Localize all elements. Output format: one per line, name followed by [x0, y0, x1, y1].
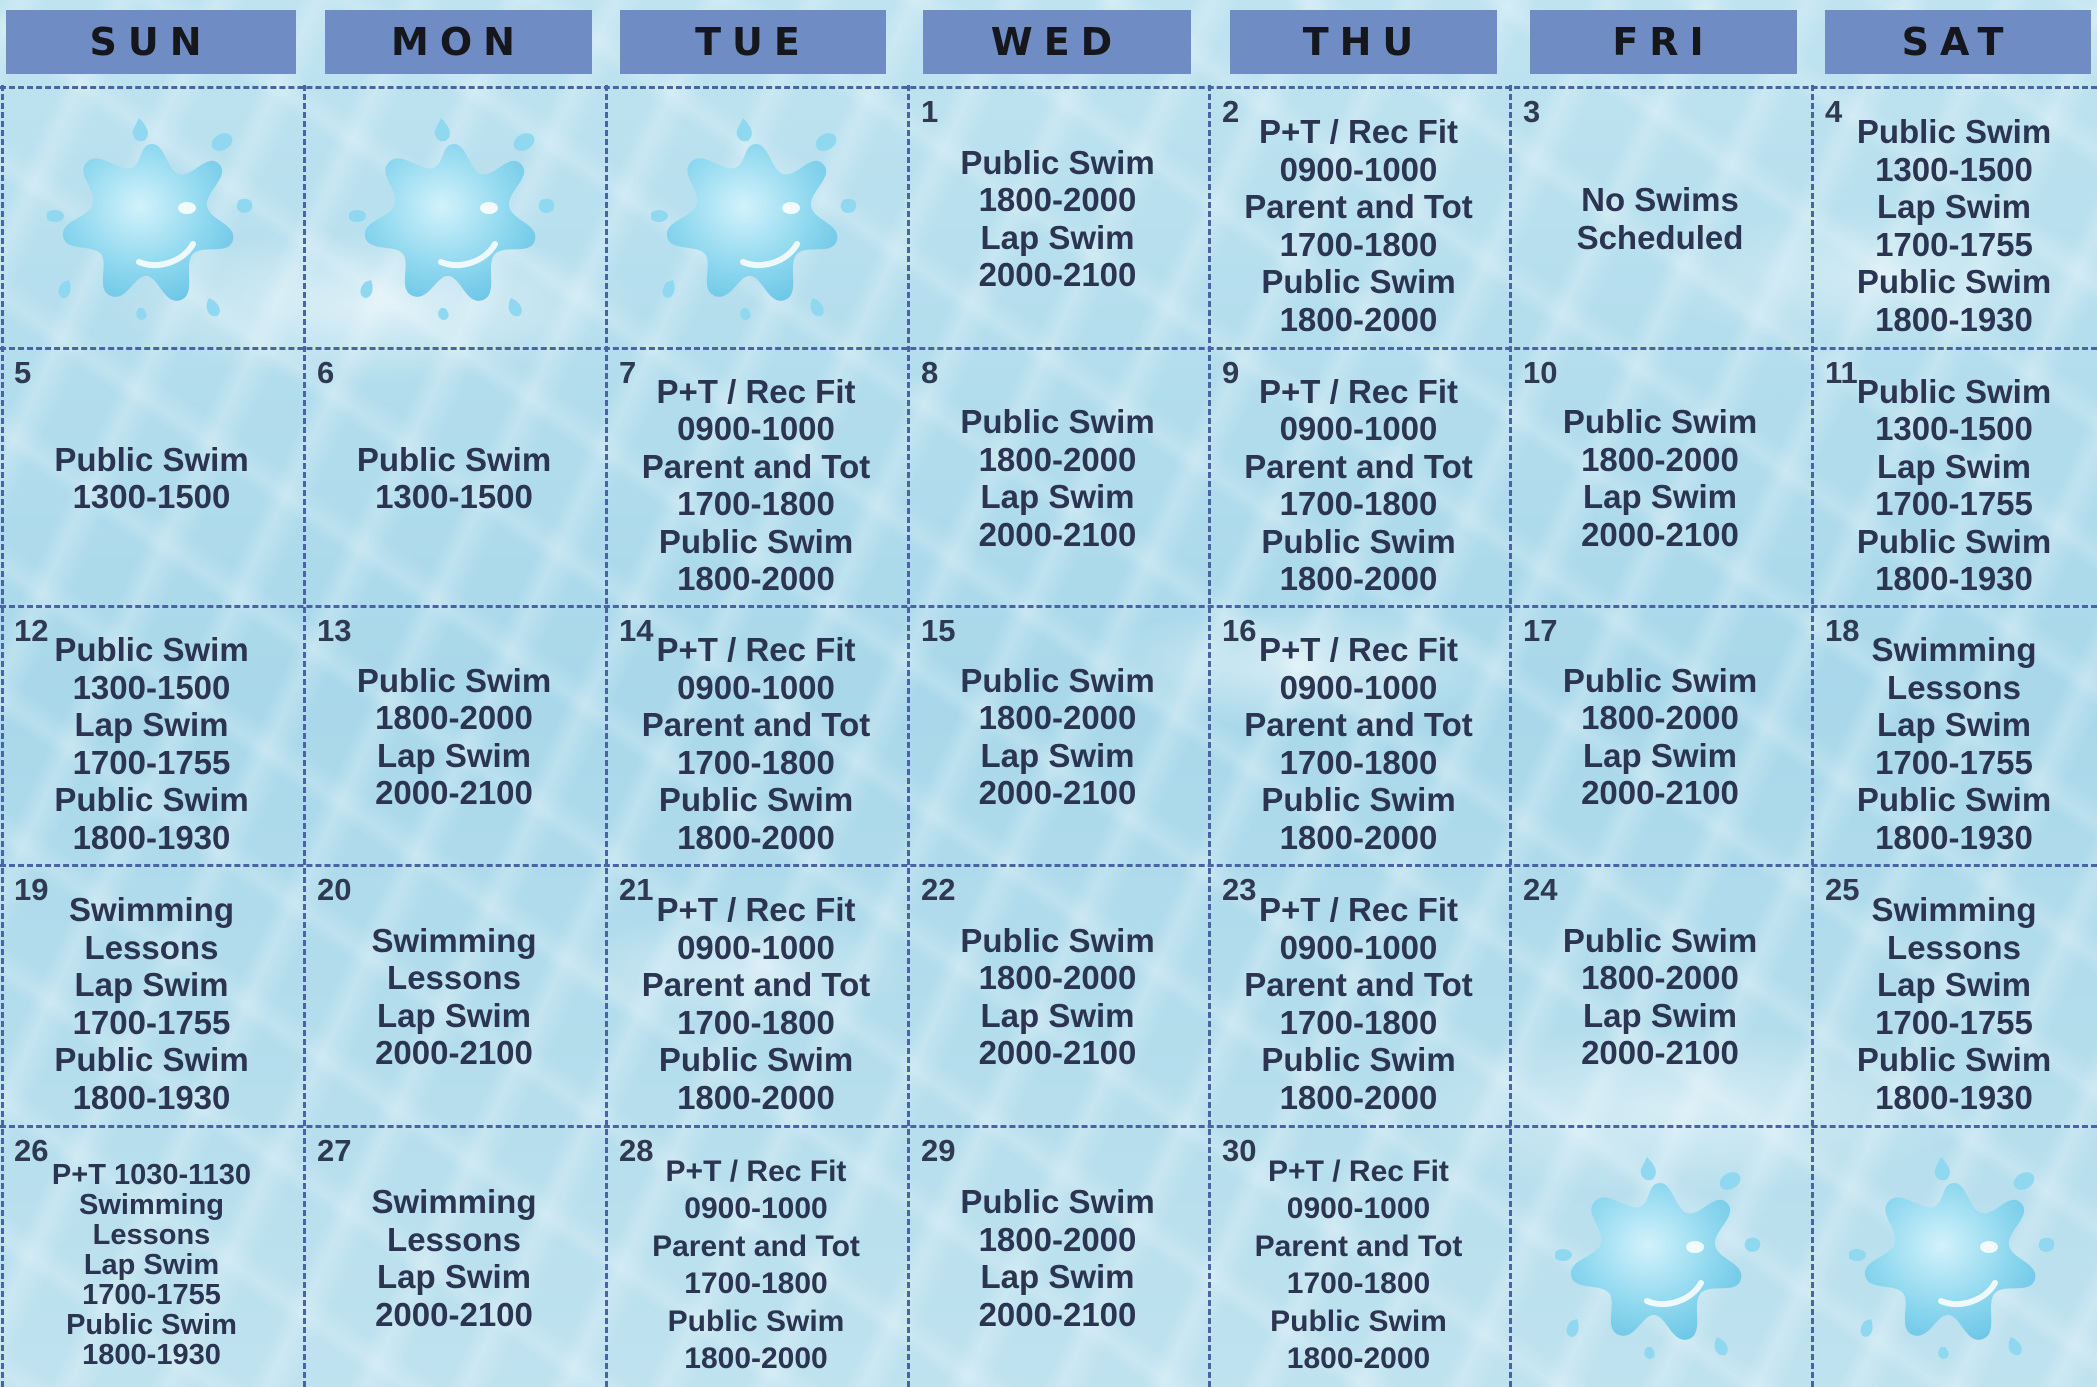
- schedule-line: Lap Swim: [980, 478, 1135, 515]
- day-schedule: [0, 864, 303, 1125]
- schedule-line: Swimming: [1871, 891, 2037, 928]
- schedule-line: 1700-1755: [72, 743, 231, 781]
- day-number: 26: [14, 1133, 49, 1168]
- schedule-line: Lessons: [387, 959, 521, 996]
- day-schedule: [605, 864, 907, 1125]
- day-schedule: [1208, 86, 1509, 347]
- day-schedule: [605, 605, 907, 864]
- schedule-line: 0900-1000: [1279, 410, 1438, 447]
- schedule-line: Public Swim: [1562, 403, 1758, 440]
- schedule-line: 1700-1800: [684, 1267, 828, 1300]
- schedule-line: 2000-2100: [375, 1295, 533, 1333]
- schedule-line: 1800-2000: [1279, 300, 1438, 338]
- weekday-header-thu: THU: [1230, 10, 1497, 74]
- weekday-header-mon: MON: [325, 10, 592, 74]
- day-schedule: [303, 864, 605, 1125]
- schedule-line: 1700-1800: [677, 485, 835, 522]
- schedule-line: 1300-1500: [1875, 150, 2033, 188]
- schedule-line: P+T / Rec Fit: [665, 1154, 847, 1188]
- day-number: 30: [1222, 1133, 1257, 1168]
- schedule-line: P+T / Rec Fit: [1259, 113, 1458, 150]
- schedule-line: 0900-1000: [684, 1192, 828, 1225]
- schedule-line: Lap Swim: [1582, 736, 1738, 774]
- empty-day-cell: [0, 86, 303, 347]
- schedule-line: 1800-2000: [1581, 699, 1739, 736]
- schedule-line: Public Swim: [960, 661, 1155, 699]
- schedule-line: Swimming: [1871, 631, 2037, 668]
- schedule-line: 1700-1800: [1279, 225, 1438, 263]
- schedule-line: Public Swim: [54, 1041, 249, 1078]
- day-cell-19: [0, 864, 303, 1125]
- day-cell-22: [907, 864, 1208, 1125]
- day-cell-29: [907, 1125, 1208, 1387]
- schedule-line: Public Swim: [1856, 372, 2052, 410]
- day-number: 15: [921, 613, 956, 648]
- schedule-line: No Swims: [1581, 181, 1739, 218]
- schedule-line: P+T / Rec Fit: [656, 372, 856, 410]
- schedule-line: 2000-2100: [1581, 1034, 1739, 1071]
- day-cell-26: [0, 1125, 303, 1387]
- water-splash-icon: [651, 112, 861, 322]
- day-number: 17: [1523, 613, 1558, 648]
- schedule-line: P+T / Rec Fit: [656, 631, 856, 668]
- schedule-line: 2000-2100: [978, 1034, 1137, 1071]
- day-schedule: [1509, 864, 1811, 1125]
- schedule-line: 1300-1500: [72, 478, 231, 515]
- day-number: 2: [1222, 94, 1240, 129]
- schedule-line: Public Swim: [1856, 263, 2052, 300]
- day-number: 11: [1825, 355, 1858, 390]
- schedule-line: Parent and Tot: [641, 966, 871, 1003]
- schedule-line: Public Swim: [1856, 1041, 2052, 1078]
- schedule-line: 1800-2000: [1286, 1342, 1431, 1375]
- schedule-line: Public Swim: [960, 143, 1155, 181]
- schedule-line: 1800-2000: [1581, 959, 1739, 996]
- schedule-line: 1700-1800: [677, 743, 835, 781]
- day-cell-2: [1208, 86, 1509, 347]
- empty-day-cell: [605, 86, 907, 347]
- schedule-line: Lap Swim: [1876, 188, 2032, 225]
- schedule-line: P+T / Rec Fit: [656, 891, 856, 928]
- schedule-line: Swimming: [371, 921, 537, 959]
- schedule-line: Lessons: [387, 1220, 521, 1258]
- day-number: 4: [1825, 94, 1843, 129]
- schedule-line: 1800-2000: [677, 1078, 835, 1116]
- schedule-line: 1800-1930: [1875, 560, 2033, 597]
- day-number: 29: [921, 1133, 956, 1168]
- schedule-line: Swimming: [371, 1183, 537, 1220]
- day-cell-16: [1208, 605, 1509, 864]
- day-schedule: [1509, 605, 1811, 864]
- weekday-header-sat: SAT: [1825, 10, 2091, 74]
- schedule-line: Lessons: [1887, 928, 2021, 966]
- day-cell-13: [303, 605, 605, 864]
- schedule-line: P+T 1030-1130: [51, 1159, 252, 1191]
- schedule-line: P+T / Rec Fit: [1259, 631, 1458, 668]
- schedule-line: 0900-1000: [677, 928, 835, 966]
- schedule-line: P+T / Rec Fit: [1259, 891, 1458, 928]
- day-schedule: [1208, 1125, 1509, 1387]
- day-number: 21: [619, 872, 654, 907]
- day-cell-21: [605, 864, 907, 1125]
- weekday-header-sun: SUN: [6, 10, 296, 74]
- schedule-line: 1700-1755: [72, 1003, 231, 1041]
- day-number: 12: [14, 613, 49, 648]
- schedule-line: Lessons: [92, 1219, 211, 1251]
- schedule-line: 0900-1000: [1279, 928, 1438, 966]
- day-number: 16: [1222, 613, 1257, 648]
- schedule-line: 1800-2000: [978, 440, 1137, 478]
- schedule-line: 1800-2000: [1581, 440, 1739, 478]
- day-cell-28: [605, 1125, 907, 1387]
- schedule-line: Public Swim: [1562, 921, 1758, 959]
- schedule-line: Public Swim: [66, 1309, 237, 1341]
- schedule-line: Public Swim: [1261, 1041, 1456, 1078]
- schedule-line: Lap Swim: [376, 1258, 532, 1295]
- empty-day-cell: [1509, 1125, 1811, 1387]
- day-schedule: [1811, 86, 2097, 347]
- day-schedule: [303, 605, 605, 864]
- schedule-line: Lap Swim: [980, 1258, 1135, 1295]
- schedule-line: 1800-2000: [684, 1342, 828, 1375]
- schedule-line: Public Swim: [960, 1183, 1155, 1220]
- schedule-line: 1700-1800: [677, 1003, 835, 1041]
- schedule-line: 1300-1500: [72, 668, 231, 706]
- schedule-line: Swimming: [78, 1189, 224, 1221]
- schedule-line: 1800-2000: [978, 959, 1137, 996]
- day-schedule: [907, 86, 1208, 347]
- schedule-line: Public Swim: [54, 781, 249, 818]
- day-number: 24: [1523, 872, 1558, 907]
- day-number: 22: [921, 872, 956, 907]
- day-number: 18: [1825, 613, 1860, 648]
- day-cell-30: [1208, 1125, 1509, 1387]
- day-cell-3: [1509, 86, 1811, 347]
- water-splash-icon: [47, 112, 257, 322]
- empty-day-cell: [303, 86, 605, 347]
- day-number: 19: [14, 872, 49, 907]
- schedule-line: Lap Swim: [376, 996, 532, 1034]
- day-schedule: [907, 1125, 1208, 1387]
- day-schedule: [605, 347, 907, 605]
- schedule-line: Lap Swim: [1876, 447, 2032, 485]
- schedule-line: 1700-1800: [1279, 743, 1438, 781]
- schedule-line: 1700-1755: [82, 1279, 221, 1311]
- schedule-line: P+T / Rec Fit: [1268, 1154, 1449, 1188]
- day-number: 10: [1523, 355, 1558, 390]
- schedule-line: Public Swim: [1261, 522, 1456, 560]
- schedule-line: 1800-2000: [375, 699, 533, 736]
- schedule-line: 1800-2000: [1279, 560, 1438, 597]
- schedule-line: Lap Swim: [74, 706, 229, 743]
- schedule-line: Swimming: [68, 891, 235, 928]
- schedule-line: 1700-1800: [1286, 1267, 1431, 1300]
- day-cell-4: [1811, 86, 2097, 347]
- schedule-line: 1700-1800: [1279, 1003, 1438, 1041]
- day-number: 7: [619, 355, 637, 390]
- day-schedule: [1208, 605, 1509, 864]
- day-number: 20: [317, 872, 352, 907]
- day-schedule: [303, 347, 605, 605]
- day-cell-14: [605, 605, 907, 864]
- day-number: 28: [619, 1133, 654, 1168]
- schedule-line: Public Swim: [667, 1304, 845, 1338]
- schedule-line: 1800-1930: [1875, 818, 2033, 856]
- weekday-header-fri: FRI: [1530, 10, 1797, 74]
- day-cell-18: [1811, 605, 2097, 864]
- schedule-line: Lap Swim: [980, 218, 1135, 256]
- schedule-line: Public Swim: [356, 440, 552, 478]
- water-splash-icon: [349, 112, 559, 322]
- schedule-line: Public Swim: [658, 1041, 854, 1078]
- day-schedule: [1208, 347, 1509, 605]
- empty-day-cell: [1811, 1125, 2097, 1387]
- day-cell-24: [1509, 864, 1811, 1125]
- schedule-line: 2000-2100: [978, 774, 1137, 811]
- day-cell-12: [0, 605, 303, 864]
- schedule-line: 1700-1755: [1875, 1003, 2033, 1041]
- schedule-line: 1800-2000: [978, 699, 1137, 736]
- day-schedule: [907, 605, 1208, 864]
- schedule-line: Parent and Tot: [652, 1229, 860, 1263]
- schedule-line: 1700-1755: [1875, 743, 2033, 781]
- schedule-line: Parent and Tot: [1254, 1229, 1463, 1263]
- schedule-line: Lap Swim: [376, 736, 532, 774]
- schedule-line: 0900-1000: [1279, 150, 1438, 188]
- schedule-line: Public Swim: [356, 661, 552, 699]
- schedule-line: 2000-2100: [375, 774, 533, 811]
- schedule-line: Public Swim: [658, 781, 854, 818]
- schedule-line: Lap Swim: [1582, 996, 1738, 1034]
- schedule-line: Lap Swim: [1582, 478, 1738, 515]
- day-schedule: [907, 864, 1208, 1125]
- schedule-line: 2000-2100: [1581, 774, 1739, 811]
- day-schedule: [1811, 864, 2097, 1125]
- schedule-line: Public Swim: [1856, 113, 2052, 150]
- schedule-line: Parent and Tot: [1244, 966, 1473, 1003]
- schedule-line: 2000-2100: [978, 256, 1137, 293]
- day-cell-10: [1509, 347, 1811, 605]
- schedule-line: Public Swim: [960, 921, 1155, 959]
- schedule-line: 0900-1000: [677, 668, 835, 706]
- schedule-line: 1700-1755: [1875, 225, 2033, 263]
- day-number: 23: [1222, 872, 1257, 907]
- schedule-line: 1300-1500: [1875, 410, 2033, 447]
- day-schedule: [0, 347, 303, 605]
- schedule-line: Parent and Tot: [1244, 188, 1473, 225]
- day-cell-17: [1509, 605, 1811, 864]
- day-number: 3: [1523, 94, 1541, 129]
- day-number: 25: [1825, 872, 1860, 907]
- day-number: 8: [921, 355, 939, 390]
- schedule-line: Parent and Tot: [641, 447, 871, 485]
- schedule-line: Public Swim: [1261, 263, 1456, 300]
- schedule-line: 0900-1000: [677, 410, 835, 447]
- schedule-line: Lap Swim: [980, 736, 1135, 774]
- schedule-line: 1800-1930: [1875, 1078, 2033, 1116]
- day-schedule: [1811, 605, 2097, 864]
- schedule-line: Public Swim: [1856, 781, 2052, 818]
- day-cell-1: [907, 86, 1208, 347]
- day-schedule: [0, 1125, 303, 1387]
- schedule-line: Lap Swim: [1876, 706, 2032, 743]
- day-cell-25: [1811, 864, 2097, 1125]
- schedule-line: Parent and Tot: [641, 706, 871, 743]
- day-schedule: [303, 1125, 605, 1387]
- day-number: 9: [1222, 355, 1240, 390]
- schedule-line: Public Swim: [1562, 661, 1758, 699]
- day-cell-8: [907, 347, 1208, 605]
- schedule-line: Lessons: [1887, 668, 2021, 706]
- day-schedule: [1509, 86, 1811, 347]
- schedule-line: Scheduled: [1576, 218, 1744, 256]
- schedule-line: P+T / Rec Fit: [1259, 372, 1458, 410]
- day-schedule: [1509, 347, 1811, 605]
- schedule-line: Parent and Tot: [1244, 447, 1473, 485]
- day-cell-20: [303, 864, 605, 1125]
- day-schedule: [907, 347, 1208, 605]
- schedule-line: 1300-1500: [375, 478, 533, 515]
- schedule-line: 2000-2100: [978, 515, 1137, 553]
- schedule-line: 0900-1000: [1279, 668, 1438, 706]
- schedule-line: Public Swim: [1270, 1304, 1447, 1338]
- weekday-header-wed: WED: [923, 10, 1191, 74]
- day-schedule: [1208, 864, 1509, 1125]
- day-cell-9: [1208, 347, 1509, 605]
- day-number: 1: [921, 94, 939, 129]
- day-schedule: [0, 605, 303, 864]
- schedule-line: Public Swim: [1856, 522, 2052, 560]
- day-cell-11: [1811, 347, 2097, 605]
- schedule-line: Parent and Tot: [1244, 706, 1473, 743]
- schedule-line: Lap Swim: [1876, 966, 2032, 1003]
- schedule-line: 1800-1930: [1875, 300, 2033, 338]
- day-schedule: [605, 1125, 907, 1387]
- schedule-line: 2000-2100: [375, 1034, 533, 1071]
- water-splash-icon: [1849, 1151, 2059, 1361]
- schedule-line: Public Swim: [960, 403, 1155, 440]
- schedule-line: 1800-2000: [978, 181, 1137, 218]
- day-number: 5: [14, 355, 32, 390]
- schedule-line: 1800-2000: [978, 1220, 1137, 1258]
- schedule-line: 1800-1930: [82, 1339, 221, 1371]
- water-splash-icon: [1555, 1151, 1765, 1361]
- schedule-line: Lap Swim: [74, 966, 229, 1003]
- day-cell-5: [0, 347, 303, 605]
- schedule-line: Lap Swim: [83, 1249, 220, 1281]
- day-schedule: [1811, 347, 2097, 605]
- day-number: 6: [317, 355, 335, 390]
- schedule-line: 2000-2100: [978, 1295, 1137, 1333]
- day-cell-15: [907, 605, 1208, 864]
- schedule-line: 1800-2000: [1279, 818, 1438, 856]
- schedule-line: 1800-2000: [677, 560, 835, 597]
- schedule-line: Public Swim: [658, 522, 854, 560]
- day-number: 27: [317, 1133, 352, 1168]
- schedule-line: 1800-1930: [72, 1078, 231, 1116]
- schedule-line: Lessons: [84, 928, 219, 966]
- schedule-line: Lap Swim: [980, 996, 1135, 1034]
- day-cell-27: [303, 1125, 605, 1387]
- schedule-line: 1800-1930: [72, 818, 231, 856]
- day-cell-6: [303, 347, 605, 605]
- weekday-header-tue: TUE: [620, 10, 886, 74]
- schedule-line: 2000-2100: [1581, 515, 1739, 553]
- day-cell-7: [605, 347, 907, 605]
- day-number: 14: [619, 613, 654, 648]
- schedule-line: 0900-1000: [1286, 1192, 1431, 1225]
- schedule-line: Public Swim: [54, 631, 249, 668]
- schedule-line: 1800-2000: [1279, 1078, 1438, 1116]
- day-number: 13: [317, 613, 352, 648]
- schedule-line: 1700-1755: [1875, 485, 2033, 522]
- day-cell-23: [1208, 864, 1509, 1125]
- schedule-line: 1700-1800: [1279, 485, 1438, 522]
- schedule-line: Public Swim: [1261, 781, 1456, 818]
- schedule-line: 1800-2000: [677, 818, 835, 856]
- schedule-line: Public Swim: [54, 440, 249, 478]
